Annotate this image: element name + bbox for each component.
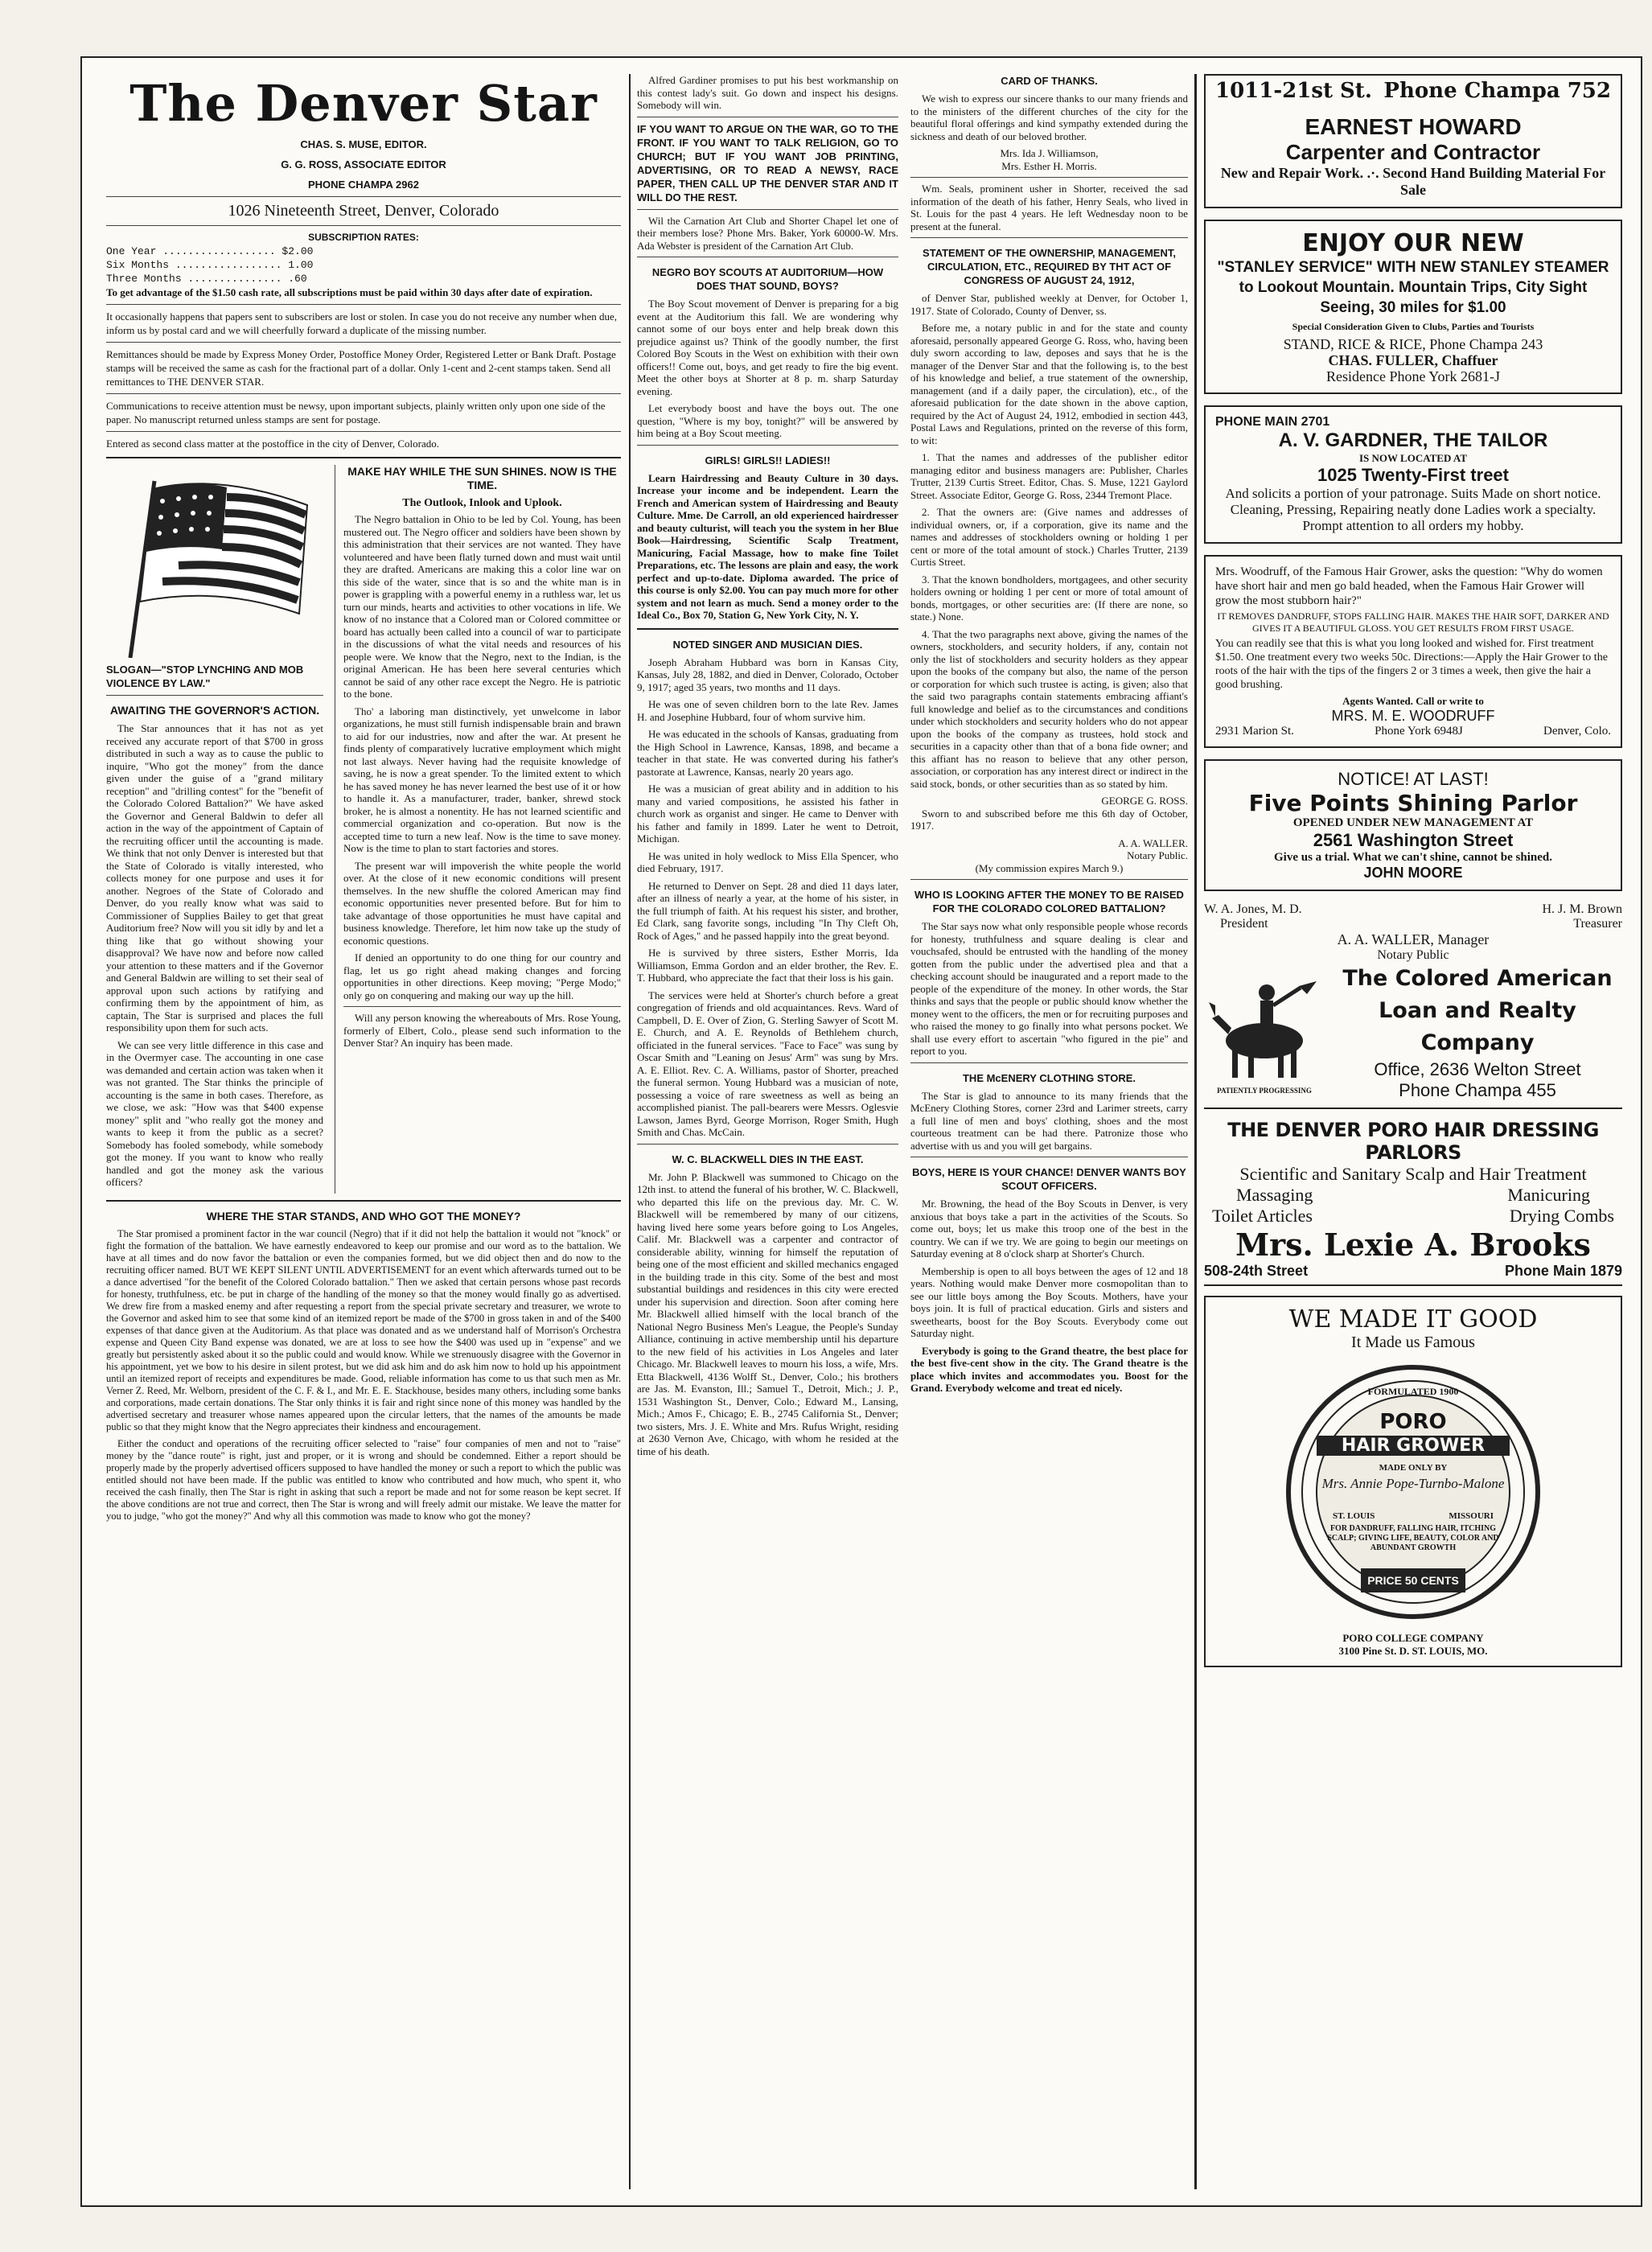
- seal-made: MADE ONLY BY: [1379, 1463, 1448, 1473]
- singer-paragraph: Joseph Abraham Hubbard was born in Kansas City, Kansas, July 28, 1882, and died in Denver, Colorado, October 9, 1917; aged 35 years, two months and 11 days.: [637, 655, 898, 693]
- flag-slogan-caption: SLOGAN—"STOP LYNCHING AND MOB VIOLENCE BY LAW.": [106, 664, 304, 689]
- notice-remittances: Remittances should be made by Express Money Order, Postoffice Money Order, Registered Letter or Bank Draft. Postage stamps will be received the same as cash for the fractional part of a dollar. Only 1-cent and 2-cent stamps taken. Send all remittances to THE DENVER STAR.: [106, 348, 616, 388]
- singer-paragraph: The services were held at Shorter's church before a great congregation of friends and old acquaintances. Revs. Ward of Campbell, D. E. Over of Zion, G. Sterling Sawyer of Scott M. E. Church, and A. E. Reynolds of Bethlehem church, officiated in the funeral services. "Face to Face" was sung by Oscar Smith and "Leaning on Jesus' Arm" was sung by Mrs. A. E. Elliot. Rev. C. A. Williams, pastor of Shorter, preached the funeral sermon. Young Hubbard was a musician of note, possessing a voice of rare sweetness as well as being an accomplished pianist. The pall-bearers were Messrs. Oglesvie Lawson, James Byrd, George Morrison, Roger Smith, Hugh Smith and Chas. McCain.: [637, 988, 898, 1138]
- ownership-sworn: Sworn to and subscribed before me this 6th day of October, 1917.: [910, 807, 1188, 832]
- column-middle-right: [910, 74, 1188, 2181]
- woodruff-text: Mrs. Woodruff, of the Famous Hair Grower, asks the question: "Why do women have short hair and men go bald headed, when the Famous Hair Grower will grow the most stubborn hair?": [1215, 565, 1603, 607]
- ownership-paragraph: 1. That the names and addresses of the publisher editor managing editor and business managers are: Publisher, Charles Trutter, 2139 Curtis Street. Editor, Chas. S. Muse, 1221 Gaylord Street. Associate Editor, George G. Ross, 2344 Tremont Place.: [910, 451, 1188, 501]
- ad-we-made-it-good: [1204, 1296, 1622, 1667]
- mcenery-headline: THE McENERY CLOTHING STORE.: [962, 1071, 1136, 1084]
- stanley-residence: Residence Phone York 2681-J: [1326, 368, 1500, 384]
- scouts-paragraph: The Boy Scout movement of Denver is preparing for a big event at the Auditorium this fall. We are wondering why cannot some of our boys enter and help break down this prejudice against us? Think of the goodly number, the first Colored Boy Scouts in the West on exhibition with their own officers!! Come out, boys, and get ready to fire the big event. Meet the other boys at Shorter at 8 p. m. sharp Saturday evening.: [637, 298, 898, 397]
- donkey-rider-icon: [1204, 970, 1325, 1083]
- stanley-service: "STANLEY SERVICE" WITH NEW STANLEY STEAMER to Lookout Mountain. Mountain Trips, City Sight Seeing, 30 miles for $1.00: [1217, 259, 1609, 316]
- seal-city-left: ST. LOUIS: [1333, 1511, 1375, 1521]
- rate-row: One Year .................. $2.00: [106, 245, 314, 257]
- notary-name: A. A. WALLER.: [1118, 836, 1188, 849]
- associate-editor-line: G. G. ROSS, ASSOCIATE EDITOR: [281, 158, 446, 171]
- loan-phone: Phone Champa 455: [1399, 1080, 1556, 1100]
- poro-toilet-articles: Toilet Articles: [1212, 1206, 1313, 1226]
- poro-manicuring: Manicuring: [1507, 1185, 1590, 1205]
- notice-lost-papers: It occasionally happens that papers sent to subscribers are lost or stolen. In case you do not receive any number when due, inform us by postal card and we will cheerfully forward a duplicate of the missing number.: [106, 310, 618, 336]
- loan-company-name: The Colored American Loan and Realty Company: [1342, 966, 1613, 1055]
- girls-paragraph: Learn Hairdressing and Beauty Culture in 30 days. Increase your income and be independent. Learn the French and American system of Hairdressing and Beauty Culture. Mme. De Carroll, an old experienced hairdresser and beauty culturist, will teach you the system in her Blue Book—Hairdressing, Scientific Scalp Treatment, Manicuring, Facial Massage, how to make fine Toilet Preparations, etc. The lessons are plain and easy, the work perfect and up-to-date. Diploma awarded. The price of this course is only $2.00. You can pay much more for other system and not learn as much. Send a money order to the Ideal Co., Box 70, Station G, New York City, N. Y.: [637, 471, 898, 621]
- editor-line: CHAS. S. MUSE, EDITOR.: [300, 138, 427, 150]
- howard-trade: Carpenter and Contractor: [1285, 140, 1541, 164]
- seal-brand: PORO: [1379, 1410, 1447, 1434]
- loan-treasurer-name: H. J. M. Brown: [1542, 902, 1622, 916]
- thanks-signature: Mrs. Ida J. Williamson,: [1000, 147, 1099, 159]
- howard-address: 1011-21st St.: [1215, 79, 1372, 103]
- seal-price: PRICE 50 CENTS: [1367, 1574, 1459, 1587]
- ad-poro-parlors: [1204, 1119, 1622, 1286]
- carnation-notice: Wil the Carnation Art Club and Shorter Chapel let one of their members lose? Phone Mrs. Baker, York 60000-W. Mrs. Ada Webster is president of the Carnation Art Club.: [637, 214, 898, 252]
- mcenery-paragraph: The Star is glad to announce to its many friends that the McEnery Clothing Stores, corner 23rd and Larimer streets, carry a full line of men and boys' clothing, shoes and the most courteous treatment can be had there. Patronize those who advertise with us and you will get bargains.: [910, 1089, 1188, 1152]
- poro-proprietor: Mrs. Lexie A. Brooks: [1235, 1227, 1591, 1263]
- ad-loan-realty: [1204, 902, 1622, 1109]
- seal-city-right: MISSOURI: [1449, 1511, 1494, 1521]
- rose-young-inquiry: Will any person knowing the whereabouts of Mrs. Rose Young, formerly of Elbert, Colo., please send such information to the Denver Star? An inquiry has been made.: [343, 1012, 621, 1049]
- ownership-paragraph: Before me, a notary public in and for the state and county aforesaid, personally appeared George G. Ross, who, having been duly sworn according to law, deposes and says that he is the manager of the Denver Star and that the following is, to the best of his knowledge and belief, a true statement of the ownership, management (and if a daily paper, the circulation), etc., of the aforesaid publication for the date shown in the above caption, required by the Act of August 24, 1912, embodied in section 443, Postal Laws and Regulations, printed on the reverse of this form, to wit:: [910, 322, 1188, 446]
- woodruff-agents: Agents Wanted. Call or write to: [1342, 695, 1484, 707]
- shining-name: Five Points Shining Parlor: [1248, 790, 1578, 816]
- loan-notary: Notary Public: [1377, 948, 1449, 962]
- gardner-name: A. V. GARDNER, THE TAILOR: [1278, 429, 1548, 451]
- rate-row: Three Months ............... .60: [106, 273, 307, 285]
- poro-head: THE DENVER PORO HAIR DRESSING PARLORS: [1227, 1119, 1599, 1164]
- thanks-paragraph: We wish to express our sincere thanks to our many friends and to the ministers of the different churches of the city for the beautiful floral offerings and kind sympathy extended during the sickness and death of our beloved brother.: [910, 92, 1188, 142]
- governor-paragraph: We can see very little difference in this case and in the Overmyer case. The accounting in one case was demanded and certain action was taken when it was not granted. The Star thinks the principle of accounting is the same in both cases. Therefore, as we close, we ask: "How was that $400 expense money" split and "who really got the money and wants to keep it from the public as a secret? Somebody has fooled somebody, while somebody got the money. If you want to know who really handled and got the money ask the various officers?: [106, 1038, 323, 1188]
- shining-owner: JOHN MOORE: [1363, 865, 1463, 881]
- loan-treasurer-title: Treasurer: [1573, 917, 1622, 931]
- singer-headline: NOTED SINGER AND MUSICIAN DIES.: [672, 638, 863, 651]
- madeit-head: WE MADE IT GOOD: [1288, 1305, 1538, 1334]
- ad-stanley-steamer: [1204, 220, 1622, 394]
- singer-paragraph: He was one of seven children born to the late Rev. James H. and Josephine Hubbard, four of whom survive him.: [637, 698, 898, 723]
- gardiner-notice: Alfred Gardiner promises to put his best workmanship on this contest lady's suit. Go down and inspect his designs. Somebody will win.: [637, 74, 898, 111]
- poro-line1: Scientific and Sanitary Scalp and Hair Treatment: [1239, 1164, 1587, 1184]
- poro-address: 508-24th Street: [1204, 1263, 1309, 1279]
- singer-paragraph: He was united in holy wedlock to Miss Ella Spencer, who died February, 1917.: [637, 849, 898, 874]
- poro-seal: [1284, 1363, 1542, 1621]
- howard-line: New and Repair Work. .·. Second Hand Building Material For Sale: [1220, 165, 1606, 198]
- gardner-text: And solicits a portion of your patronage. Suits Made on short notice. Cleaning, Pressing, Repairing neatly done Ladies work a specialty. Prompt attention to all orders my hobby.: [1225, 486, 1601, 533]
- ownership-paragraph: 2. That the owners are: (Give names and addresses of individual owners, or, if a corporation, give its name and the names and addresses of stockholders owning or holding 1 per cent or more of the total amount of stock.) Charles Trutter, 2139 Curtis Street.: [910, 506, 1188, 568]
- ownership-paragraph: 4. That the two paragraphs next above, giving the names of the owners, stockholders, and security holders, if any, contain not only the list of stockholders and security holders as they appear upon the books of the company but also, the name of the person or corporation for which such trustee is acting, is given; also that the said two paragraphs contain statements embracing affiant's full knowledge and belief as to the circumstances and conditions under which stockholders and security holders who do not appear upon the books of the company as trustees, hold stock and securities in a capacity other than that of a bona fide owner; and this affiant has no reason to believe that any other person, association, or corporation has any interest direct or indirect in the said stock, bonds, or other securities than as so stated by him.: [910, 627, 1188, 790]
- stanley-head: ENJOY OUR NEW: [1302, 229, 1524, 257]
- woodruff-city: Denver, Colo.: [1543, 725, 1611, 738]
- rate-row: Six Months ................. 1.00: [106, 259, 314, 271]
- wherestar-paragraph: Either the conduct and operations of the recruiting officer selected to "raise" four companies of men and not to "raise" money by the "dance route" is right, just and proper, or it is wrong and should be condemned. Either a report should be properly made by the properly advertised officers supposed to have handled the money or such a report to which the public was entitled should not have been made. If the public was entitled to know who contributed and how much, who spent it, who received the cash finally, then The Star is right in asking that such a report be made and not for some reason be kept secret. If the above conditions are not true and correct, then The Star is wrong and will freely admit our mistake. We leave the matter for you to judge, "who got the money?" And why all this commotion was made to know who got the money?: [106, 1437, 621, 1522]
- ad-woodruff-hair-grower: [1204, 555, 1622, 748]
- woodruff-name: MRS. M. E. WOODRUFF: [1331, 708, 1495, 724]
- money-headline: WHO IS LOOKING AFTER THE MONEY TO BE RAISED FOR THE COLORADO COLORED BATTALION?: [914, 889, 1184, 914]
- stanley-special: Special Consideration Given to Clubs, Parties and Tourists: [1292, 321, 1535, 332]
- boys-paragraph: Mr. Browning, the head of the Boy Scouts in Denver, is very anxious that boys take a part in the activities of the Scouts. So come out, boys; let us make this troop one of the best in the country. We can if we try. We are going to begin our meetings on Saturday evening at 8 o'clock sharp at Shorter's Church.: [910, 1198, 1188, 1260]
- ownership-headline: STATEMENT OF THE OWNERSHIP, MANAGEMENT, CIRCULATION, ETC., REQUIRED BY THT ACT OF CONGRESS OF AUGUST 24, 1912,: [923, 247, 1176, 286]
- howard-name: EARNEST HOWARD: [1305, 114, 1522, 139]
- shining-address: 2561 Washington Street: [1313, 830, 1514, 850]
- seal-uses: FOR DANDRUFF, FALLING HAIR, ITCHING SCALP; GIVING LIFE, BEAUTY, COLOR AND ABUNDANT GROWTH: [1327, 1524, 1499, 1552]
- loan-president-title: President: [1220, 917, 1268, 931]
- money-paragraph: The Star says now what only responsible people whose records for honesty, truthfulness and square dealing is clear and vouchsafed, should be entrusted with the handling of the money gotten from the public under the advertised plea and that a checking account should be inaugurated and a report made to the people of the expenditure of the money. In other words, the Star thinks and says that the people or public should know whether the money went to the officers, the men or for recruiting purposes and who raised the money to go finally into what persons pocket. We shall use every effort to ascertain "who figured in the pie" and report to you.: [910, 920, 1188, 1057]
- column-middle-left: [637, 74, 898, 2181]
- seal-maker-signature: Mrs. Annie Pope-Turnbo-Malone: [1321, 1476, 1505, 1491]
- seals-notice: Wm. Seals, prominent usher in Shorter, received the sad information of the death of his father, Henry Seals, who lived in St. Louis for the past 4 years. He left Wednesday noon to be present at the funeral.: [910, 183, 1188, 232]
- makehay-headline: MAKE HAY WHILE THE SUN SHINES. NOW IS THE TIME.: [347, 465, 617, 491]
- subscription-rates: [106, 245, 621, 286]
- seal-top: FORMULATED 1900: [1367, 1386, 1459, 1397]
- woodruff-address: 2931 Marion St.: [1215, 725, 1294, 738]
- boys-headline: BOYS, HERE IS YOUR CHANCE! DENVER WANTS BOY SCOUT OFFICERS.: [912, 1166, 1186, 1192]
- ad-shining-parlor: [1204, 759, 1622, 891]
- governor-paragraph: The Star announces that it has not as yet received any accurate report of that $700 in gross distributed in such a way as to cause the public to inquire, "Who got the money" from the dance given under the guise of a "grand military reception" and "drilling contest" for the "benefit of the Colorado Colored Battalion?" We have asked the Governor and General Baldwin to defer all action in the way of the appointment of Captain of the recruiting officer until the accounting is made. We think that not only Denver is interested but that the State of Colorado is vitally interested, who collects money for one purpose and uses it for another. Negroes of the State of Colorado and Denver, do you really know what was said to Commissioner of Supplies Bailey to get that great Auditorium free? Now will you sit idly by and let a thing like that go without showing your disapproval? We have now and before now called your attention to these matters and if the Governor and General Baldwin are willing to set their seal of approval upon such actions by ratifying and confirming them by the appointment of him, as captain, The Star is surprised and places the full responsibility upon them for such acts.: [106, 722, 323, 1034]
- ownership-signature: GEORGE G. ROSS.: [1101, 795, 1188, 807]
- loan-office: Office, 2636 Welton Street: [1374, 1059, 1581, 1079]
- scouts-paragraph: Let everybody boost and have the boys out. The one question, "Where is my boy, tonight?" will be answered by him being at a Boy Scout meeting.: [637, 402, 898, 439]
- wherestar-headline: WHERE THE STAR STANDS, AND WHO GOT THE MONEY?: [206, 1209, 521, 1223]
- thanks-headline: CARD OF THANKS.: [1001, 75, 1098, 87]
- ad-earnest-howard: [1204, 74, 1622, 208]
- shining-mgmt: OPENED UNDER NEW MANAGEMENT AT: [1292, 816, 1534, 829]
- blackwell-headline: W. C. BLACKWELL DIES IN THE EAST.: [672, 1153, 864, 1165]
- gardner-phone: PHONE MAIN 2701: [1215, 415, 1330, 429]
- singer-paragraph: He was a musician of great ability and in addition to his many and varied compositions, he assisted his father in church work as organist and singer. He came to Denver with his father and family in 1899. Later he went to Detroit, Michigan.: [637, 783, 898, 844]
- notice-communications: Communications to receive attention must be newsy, upon important subjects, plainly written only upon one side of the paper. No manuscript returned unless stamps are sent for postage.: [106, 400, 606, 425]
- masthead: The Denver Star: [129, 74, 598, 133]
- newspaper-page: [80, 56, 1642, 2207]
- scouts-headline: NEGRO BOY SCOUTS AT AUDITORIUM—HOW DOES THAT SOUND, BOYS?: [651, 266, 884, 292]
- governor-headline: AWAITING THE GOVERNOR'S ACTION.: [109, 704, 320, 717]
- girls-headline: GIRLS! GIRLS!! LADIES!!: [705, 454, 831, 466]
- makehay-paragraph: Tho' a laboring man distinctively, yet unwelcome in labor organizations, he must still furnish indispensable brain and brawn to aid for our industries, now and after the war. At present he finds plenty of comparatively lucrative employment which might not last always. Never having had the requisite knowledge of saving, he is now a great spender. To the limited extent to which he has saved money he has never learned the best use of it or how to handle it. As a manufacturer, trader, banker, shrewd stock broker, he is almost a nonentity. He has not learned scientific and commercial organization and co-operation. But now is the accepted time to turn a new leaf. Now is the time to save money. Now is the time to plan to start factories and stores.: [343, 705, 621, 854]
- singer-paragraph: He returned to Denver on Sept. 28 and died 11 days later, after an illness of nearly a year, at the home of his sister, in the full triumph of faith. At his request his sister, and brother, Ed Clark, sang favorite songs, including "In Thy Cleft Oh, Rock of Ages," and he passed happily into the great beyond.: [637, 879, 898, 942]
- ad-gardner-tailor: [1204, 405, 1622, 544]
- howard-phone: Phone Champa 752: [1383, 79, 1611, 103]
- subscription-head: SUBSCRIPTION RATES:: [308, 232, 419, 243]
- loan-manager: A. A. WALLER, Manager: [1337, 931, 1490, 947]
- gardner-located: IS NOW LOCATED AT: [1358, 452, 1467, 464]
- poro-company: PORO COLLEGE COMPANY: [1342, 1632, 1484, 1644]
- poro-massaging: Massaging: [1236, 1185, 1313, 1205]
- makehay-paragraph: The present war will impoverish the white people the world over. At the close of it new economic conditions will present themselves. In the new shuffle the colored American may find economic opportunities never presented before. But for him to take advantage of those opportunities he must have capital and business knowledge. Therefore, let him now take up the study of economic questions.: [343, 859, 621, 947]
- seal-product: HAIR GROWER: [1317, 1436, 1510, 1456]
- column-left: [106, 74, 621, 2181]
- office-address: 1026 Nineteenth Street, Denver, Colorado: [228, 202, 499, 220]
- woodruff-caps: IT REMOVES DANDRUFF, STOPS FALLING HAIR. MAKES THE HAIR SOFT, DARKER AND GIVES IT A BEAUTIFUL GLOSS. YOU GET RESULTS FROM FIRST USAGE.: [1217, 610, 1609, 634]
- ownership-paragraph: of Denver Star, published weekly at Denver, for October 1, 1917. State of Colorado, County of Denver, ss.: [910, 292, 1188, 317]
- poro-drying-combs: Drying Combs: [1509, 1206, 1614, 1226]
- makehay-subhead: The Outlook, Inlook and Uplook.: [402, 497, 562, 509]
- singer-paragraph: He was educated in the schools of Kansas, graduating from the High School in Lawrence, Kansas, 1898, and became a teacher in that state. He was converted during his father's pastorate at Lawrence, Kansas, nearly 20 years ago.: [637, 728, 898, 778]
- thanks-signature: Mrs. Esther H. Morris.: [1001, 159, 1097, 172]
- notice-second-class: Entered as second class matter at the postoffice in the city of Denver, Colorado.: [106, 438, 440, 450]
- shining-line: Give us a trial. What we can't shine, cannot be shined.: [1273, 851, 1552, 864]
- phone-line: PHONE CHAMPA 2962: [308, 179, 419, 191]
- column-rule: [629, 74, 631, 2189]
- poro-company-address: 3100 Pine St. D. ST. LOUIS, MO.: [1338, 1645, 1488, 1657]
- poro-phone: Phone Main 1879: [1504, 1263, 1622, 1279]
- column-rule: [1194, 74, 1197, 2189]
- boys-paragraph: Membership is open to all boys between the ages of 12 and 18 years. Nothing would make Denver more cosmopolitan than to see our little boys among the Boy Scouts. Mothers, have your boys join. It is full of practical education. Girls and sisters and sweethearts, boost for the Boy Scouts. Everybody come out Saturday night.: [910, 1264, 1188, 1339]
- loan-logo-caption: PATIENTLY PROGRESSING: [1217, 1086, 1312, 1095]
- woodruff-phone: Phone York 6948J: [1375, 725, 1463, 738]
- subscription-note: To get advantage of the $1.50 cash rate, all subscriptions must be paid within 30 days after date of expiration.: [106, 286, 593, 298]
- loan-president-name: W. A. Jones, M. D.: [1204, 902, 1302, 916]
- column-ads: [1204, 74, 1622, 2181]
- notary-title: Notary Public.: [1127, 849, 1188, 861]
- makehay-paragraph: If denied an opportunity to do one thing for our country and flag, let us go right ahead making changes and forcing opportunities in other directions. Keep moving; "Perge Modo;" only go on conquering and making our way up the hill.: [343, 951, 621, 1001]
- ownership-paragraph: 3. That the known bondholders, mortgagees, and other security holders owning or holding 1 per cent or more of total amount of bonds, mortgages, or other securities are: (If there are none, so state.) None.: [910, 573, 1188, 623]
- american-flag-illustration: [106, 473, 323, 658]
- wherestar-paragraph: The Star promised a prominent factor in the war council (Negro) that if it did not help the battalion it would not "knock" or fight the formation of the battalion. We have earnestly endeavored to keep our promise and our word as to the battalion. We have at all times and do now favor the battalion or even the companies formed, but we did object then and do now to the recruiting officer named. BUT WE KEPT SILENT UNTIL ADVERTISEMENT for an event which afterwards turned out to be a dance advertised "for the benefit of the Colored Colorado battalion." Then we asked that certain persons whose past records for honesty, truthfulness, etc. be put in charge of the handling of the money so that the money would finally go as advertised. We drew fire from a masked enemy and after requesting a report from the special private secretary and treasurer, we wrote to the Governor and asked him to see that some kind of an itemized report be made of the $700 in gross taken in and of the $400 expenses of that dance given at the Auditorium. As that place was donated and as we understand half of Morrison's Orchestra expense and Queen City Band expense was donated, we are at loss to see how the $400 was used up in "expense" and we greatly but persistently asked about it so the public could and would know. While we strenuously disagree with the Governor in his appointment, yet we bow to his desire in silent protest, but we did ask him and do ask him now to hold up his appointment until an itemized report of receipts and expenditures be made. Good, reliable information has come to us that such men as Mr. Verner Z. Reed, Mr. Welborn, president of the C. F. & I., and Mr. E. E. Stackhouse, besides many others, including some banks and corporations, made certain donations. The Star only thinks it is fair and right since none of this money was handled by the advertised secretary and treasurer whose names appeared upon the circular letters, that the names of the amounts be made public so that they might know that the Negro appreciates their kindness and encouragement.: [106, 1227, 621, 1432]
- blackwell-paragraph: Mr. John P. Blackwell was summoned to Chicago on the 12th inst. to attend the funeral of his brother, W. C. Blackwell, who departed this life on the previous day. Mr. C. W. Blackwell will be remembered by many of our citizens, having lived here some years before going to Los Angeles, Calif. Mr. Blackwell was a carpenter and contractor of considerable ability, winning for himself the reputation of being one of the most efficient and skilled mechanics engaged in the building trade in this city. Some of the best and most substantial buildings and residences in this city were erected under his supervision and direction. Soon after coming here Mr. Blackwell allied himself with the local branch of the National Negro Business Men's League, the People's Sunday Alliance, continuing in active membership until his departure to the new field of his activities in Los Angeles and later Chicago. Mr. Blackwell leaves to mourn his loss, a wife, Mrs. Etta Blackwell, 4136 Wolff St., Denver, Colo.; his brothers are Jas. M. Evanston, Ill.; Samuel T., Detroit, Mich.; J. P., 1531 Washington St., Denver, Colo.; Edward M., Lansing, Mich.; Amos F., Chicago; E. B., 2745 California St., Denver; two sisters, Mrs. J. E. White and Mrs. Rufus Wright, residing at 2630 Vernon Ave, Chicago, with whom he resided at the time of his death.: [637, 1170, 898, 1457]
- argue-notice: IF YOU WANT TO ARGUE ON THE WAR, GO TO THE FRONT. IF YOU WANT TO TALK RELIGION, GO TO CHURCH; BUT IF YOU WANT JOB PRINTING, ADVERTISING, OR TO READ A NEWSY, RACE PAPER, THEN CALL UP THE DENVER STAR AND IT WILL DO THE REST.: [637, 122, 898, 203]
- singer-paragraph: He is survived by three sisters, Esther Morris, Ida Williamson, Emma Gordon and an elder brother, the Rev. E. T. Hubbard, who appreciate the fact that their loss is his gain.: [637, 947, 898, 984]
- gardner-address: 1025 Twenty-First treet: [1317, 465, 1509, 485]
- notary-commission: (My commission expires March 9.): [975, 861, 1124, 874]
- madeit-sub: It Made us Famous: [1351, 1334, 1475, 1351]
- stanley-firm: STAND, RICE & RICE, Phone Champa 243: [1283, 336, 1543, 352]
- makehay-paragraph: The Negro battalion in Ohio to be led by Col. Young, has been mustered out. The Negro officer and soldiers have been shown by this administration that their services are not wanted. They have volunteered and have been flatly turned down and must wait until they are drafted. Americans are making this a color line war on this side of the water, since that is so and the white man is in power is grappling with a powerful enemy in a ruthless war, let us turn our minds, hearts and activities to other vocations in life. We know of no instance that a Colored man or Colored committee or board has actually been called into a council of war to participate in the discussions of what the vital needs and resources of his people were. We know that the Negro, next to the Indian, is the original American. He has been here several centuries which cannot be said of any other race except the Negro. He is patriotic to the bone.: [343, 513, 621, 700]
- woodruff-more: You can readily see that this is what you long looked and wished for. First treatment $1.50. One treatment every two weeks 50c. Directions:—Apply the Hair Grower to the roots of the hair with the tips of the fingers 2 or 3 times a week, then give the hair a good brushing.: [1215, 638, 1608, 691]
- grand-theatre-paragraph: Everybody is going to the Grand theatre, the best place for the best five-cent show in the city. The Grand theatre is the place which invites and accommodates you. Boost for the Grand. Everybody welcome and treat ed nicely.: [910, 1344, 1188, 1394]
- shining-head: NOTICE! AT LAST!: [1338, 769, 1489, 789]
- stanley-chauffeur: CHAS. FULLER, Chaffuer: [1328, 352, 1498, 368]
